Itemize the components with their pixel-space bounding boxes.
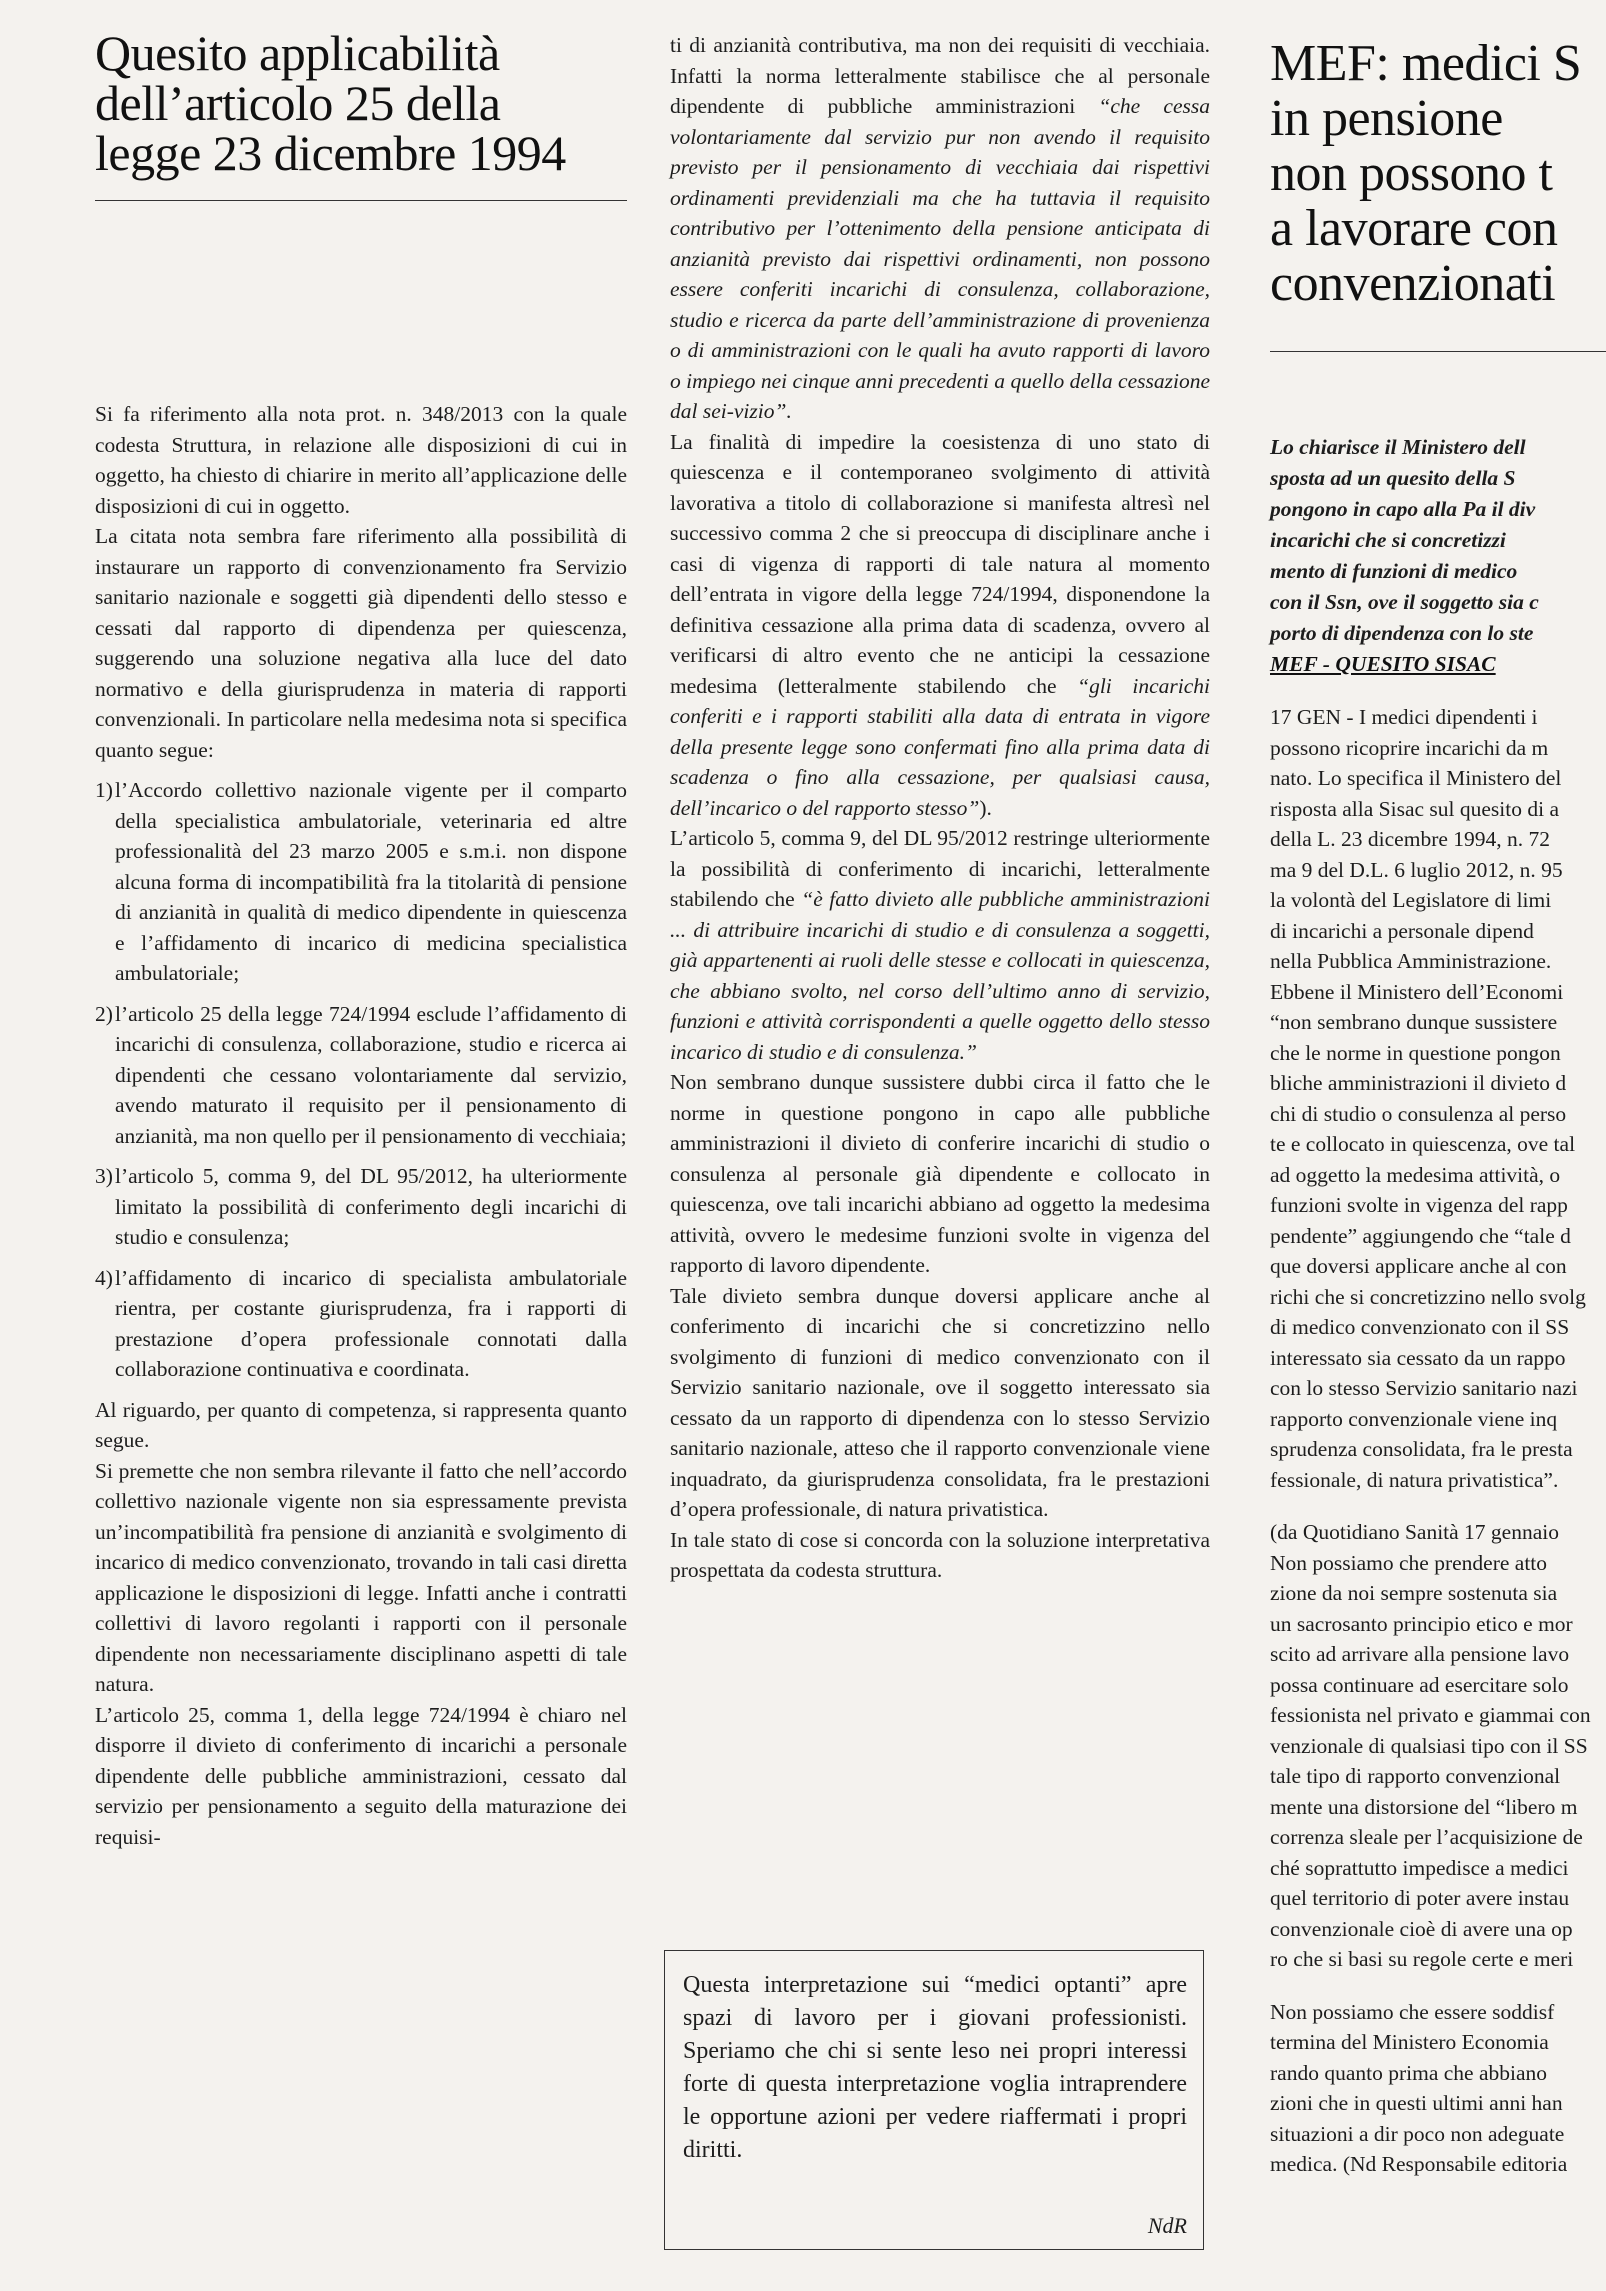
list-item-text: l’articolo 5, comma 9, del DL 95/2012, ha ulteriormente limitato la possibilità di conferimento degli incarichi di studio e consulenza;	[115, 1164, 627, 1249]
lead-line: porto di dipendenza con lo ste	[1270, 621, 1534, 645]
text-line: (da Quotidiano Sanità 17 gennaio	[1270, 1520, 1559, 1544]
news-block	[1270, 1997, 1606, 2180]
paragraph: Al riguardo, per quanto di competenza, si rappresenta quanto segue.	[95, 1397, 627, 1452]
text-line: tale tipo di rapporto convenzional	[1270, 1764, 1561, 1788]
text-line: termina del Ministero Economia	[1270, 2030, 1549, 2054]
text-line: con lo stesso Servizio sanitario nazi	[1270, 1376, 1578, 1400]
headline-line: dell’articolo 25 della	[95, 75, 501, 131]
text-line: che le norme in questione pongon	[1270, 1040, 1561, 1065]
text-line: bliche amministrazioni il divieto d	[1270, 1071, 1567, 1095]
lead-line: sposta ad un quesito della S	[1270, 466, 1516, 490]
text-line: mente una distorsione del “libero m	[1270, 1794, 1578, 1819]
article-mef	[1270, 0, 1606, 2180]
lead-line: incarichi che si concretizzi	[1270, 528, 1506, 552]
quoted-law-text: “gli incarichi conferiti e i rapporti stabiliti alla data di entrata in vigore della presente legge sono confermati fino alla prima data di scadenza o fino alla cessazione, per qualsiasi causa, dell’incarico o del rapporto stesso”	[670, 673, 1210, 820]
news-block	[1270, 1517, 1606, 1975]
editorial-note-box	[664, 1950, 1204, 2250]
paragraph: L’articolo 25, comma 1, della legge 724/1994 è chiaro nel disporre il divieto di conferimento di incarichi a personale dipendente delle pubbliche amministrazioni, cessato dal servizio per pensionamento a seguito della maturazione dei requisi-	[95, 1702, 627, 1849]
text-line: “non sembrano dunque sussistere	[1270, 1010, 1558, 1034]
text-line: fessionale, di natura privatistica”.	[1270, 1467, 1559, 1492]
quoted-law-text: “che cessa volontariamente dal servizio pur non avendo il requisito previsto per il pensionamento di vecchiaia dai rispettivi ordinamenti previdenziali ma che ha tuttavia il requisito contributivo per l’ottenimento della pensione anticipata di anzianità previsto dai rispettivi ordinamenti, non possono essere conferiti incarichi di consulenza, collaborazione, studio e ricerca da parte dell’amministrazione di provenienza o di amministrazioni con le quali ha avuto rapporti di lavoro o impiego nei cinque anni precedenti a quello della cessazione dal sei-vizio”.	[670, 94, 1210, 423]
text-line: rapporto convenzionale viene inq	[1270, 1406, 1558, 1431]
paragraph	[670, 30, 1210, 427]
paragraph	[670, 427, 1210, 824]
text-line: medica. (Nd Responsabile editoria	[1270, 2152, 1568, 2176]
list-item	[95, 1161, 627, 1253]
list-item	[95, 1263, 627, 1385]
text-line: possono ricoprire incarichi da m	[1270, 735, 1549, 760]
text-line: della L. 23 dicembre 1994, n. 72	[1270, 827, 1551, 851]
text-line: chi di studio o consulenza al perso	[1270, 1101, 1567, 1126]
text-line: venzionale di qualsiasi tipo con il SS	[1270, 1733, 1588, 1758]
article-continuation	[670, 0, 1210, 1586]
list-number: 1)	[95, 778, 113, 802]
text-line: di medico convenzionato con il SS	[1270, 1315, 1570, 1339]
text-line: un sacrosanto principio etico e mor	[1270, 1611, 1573, 1636]
headline-line: non possono t	[1270, 145, 1553, 202]
text-line: te e collocato in quiescenza, ove tal	[1270, 1132, 1576, 1156]
headline-rule	[1270, 351, 1606, 352]
text-line: Ebbene il Ministero dell’Economi	[1270, 979, 1564, 1004]
list-number: 4)	[95, 1265, 113, 1290]
article-body	[670, 30, 1210, 1586]
text-line: possa continuare ad esercitare solo	[1270, 1672, 1569, 1697]
text-line: rando quanto prima che abbiano	[1270, 2060, 1548, 2085]
headline-line: Quesito applicabilità	[95, 25, 500, 81]
text-line: di incarichi a personale dipend	[1270, 918, 1534, 943]
article-headline	[95, 25, 627, 181]
text-line: zione da noi sempre sostenuta sia	[1270, 1581, 1558, 1605]
paragraph: Tale divieto sembra dunque doversi applicare anche al conferimento di incarichi che si concretizzino nello svolgimento di funzioni di medico convenzionato con il Servizio sanitario nazionale, ove il soggetto interessato sia cessato da un rapporto di dipendenza con lo stesso Servizio sanitario nazionale, atteso che il rapporto convenzionale viene inquadrato, da giurisprudenza consolidata, fra le prestazioni d’opera professionale, di natura privatistica.	[670, 1283, 1210, 1521]
paragraph-text: ti di anzianità contributiva, ma non dei requisiti di vecchiaia. Infatti la norma letteralmente stabilisce che al personale dipendente di pubbliche amministrazioni	[670, 33, 1210, 118]
text-line: sprudenza consolidata, fra le presta	[1270, 1437, 1573, 1461]
text-line: richi che si concretizzino nello svolg	[1270, 1284, 1586, 1309]
headline-line: MEF: medici S	[1270, 35, 1582, 92]
paragraph-text: L’articolo 5, comma 9, del DL 95/2012 restringe ulteriormente la possibilità di conferimento di incarichi, letteralmente stabilendo che	[670, 826, 1210, 911]
lead-line: Lo chiarisce il Ministero dell	[1270, 435, 1526, 459]
text-line: quel territorio di poter avere instau	[1270, 1886, 1570, 1910]
text-line: 17 GEN - I medici dipendenti i	[1270, 705, 1538, 729]
list-item-text: l’Accordo collettivo nazionale vigente per il comparto della specialistica ambulatoriale, veterinaria ed altre professionalità del 23 marzo 2005 e s.m.i. non dispone alcuna forma di incompatibilità fra la titolarità di pensione di anzianità in qualità di medico dipendente in quiescenza e l’affidamento di incarico di medicina specialistica ambulatoriale;	[115, 778, 627, 985]
lead-line: con il Ssn, ove il soggetto sia c	[1270, 590, 1539, 614]
headline-rule	[95, 200, 627, 201]
text-line: que doversi applicare anche al con	[1270, 1254, 1567, 1278]
list-number: 2)	[95, 1001, 113, 1026]
text-line: ad oggetto la medesima attività, o	[1270, 1162, 1561, 1187]
paragraph: In tale stato di cose si concorda con la soluzione interpretativa prospettata da codesta struttura.	[670, 1527, 1210, 1582]
editorial-note-signature: NdR	[1147, 2213, 1187, 2238]
list-item-text: l’affidamento di incarico di specialista ambulatoriale rientra, per costante giurisprudenza, fra i rapporti di prestazione d’opera professionale connotati dalla collaborazione continuativa e coordinata.	[115, 1265, 627, 1381]
paragraph-text: La finalità di impedire la coesistenza di uno stato di quiescenza e il contemporaneo svolgimento di attività lavorativa a titolo di collaborazione si manifesta altresì nel successivo comma 2 che si preoccupa di disciplinare anche i casi di vigenza di rapporti di tale natura al momento dell’entrata in vigore della legge 724/1994, disponendone la definitiva cessazione alla prima data di scadenza, ovvero al verificarsi di altro evento che ne anticipi la cessazione medesima (letteralmente stabilendo che	[670, 429, 1210, 698]
paragraph-text: ).	[979, 795, 992, 820]
text-line: pendente” aggiungendo che “tale d	[1270, 1223, 1571, 1248]
text-line: zioni che in questi ultimi anni han	[1270, 2091, 1563, 2115]
text-line: correnza sleale per l’acquisizione de	[1270, 1825, 1583, 1849]
source-link: MEF - QUESITO SISAC	[1270, 652, 1496, 676]
article-body	[95, 399, 627, 1852]
article-lead	[1270, 432, 1606, 680]
text-line: nella Pubblica Amministrazione.	[1270, 949, 1552, 973]
text-line: interessato sia cessato da un rappo	[1270, 1345, 1566, 1370]
paragraph: Si premette che non sembra rilevante il fatto che nell’accordo collettivo nazionale vigente non sia espressamente prevista un’incompatibilità fra pensione di anzianità e svolgimento di incarico di medico convenzionato, trovando in tali casi diretta applicazione le disposizioni di legge. Infatti anche i contratti collettivi di lavoro regolanti i rapporti con il personale dipendente non necessariamente disciplinano aspetti di tale natura.	[95, 1458, 627, 1696]
text-line: ma 9 del D.L. 6 luglio 2012, n. 95	[1270, 857, 1563, 882]
list-item-text: l’articolo 25 della legge 724/1994 esclude l’affidamento di incarichi di consulenza, collaborazione, studio e ricerca ai dipendenti che cessano volontariamente dal servizio, avendo maturato il requisito per il pensionamento di anzianità, ma non quello per il pensionamento di vecchiaia;	[115, 1001, 627, 1148]
headline-line: a lavorare con	[1270, 200, 1558, 257]
text-line: Non possiamo che prendere atto	[1270, 1550, 1548, 1575]
news-block	[1270, 702, 1606, 1495]
lead-line: mento di funzioni di medico	[1270, 559, 1518, 583]
text-line: Non possiamo che essere soddisf	[1270, 1999, 1555, 2024]
editorial-note-text: Questa interpretazione sui “medici optanti” apre spazi di lavoro per i giovani professionisti. Speriamo che chi si sente leso nei propri interessi forte di questa interpretazione voglia intraprendere le opportune azioni per vedere riaffermati i propri diritti.	[683, 1972, 1187, 2163]
quoted-law-text: “è fatto divieto alle pubbliche amministrazioni ... di attribuire incarichi di studio e di consulenza a soggetti, già appartenenti ai ruoli delle stesse e collocati in quiescenza, che abbiano svolto, nel corso dell’ultimo anno di servizio, funzioni e attività corrispondenti a quelle oggetto dello stesso incarico di studio e di consulenza.”	[670, 887, 1210, 1064]
text-line: ché soprattutto impedisce a medici	[1270, 1855, 1569, 1880]
numbered-list	[95, 775, 627, 1385]
list-number: 3)	[95, 1164, 113, 1188]
paragraph: Si fa riferimento alla nota prot. n. 348/2013 con la quale codesta Struttura, in relazione alle disposizioni di cui in oggetto, ha chiesto di chiarire in merito all’applicazione delle disposizioni di cui in oggetto.	[95, 402, 627, 518]
paragraph	[670, 823, 1210, 1067]
paragraph: Non sembrano dunque sussistere dubbi circa il fatto che le norme in questione pongono in capo alle pubbliche amministrazioni il divieto di conferire incarichi di studio o consulenza al personale già dipendente e collocato in quiescenza, ove tali incarichi abbiano ad oggetto la medesima attività, ovvero le medesime funzioni svolte in vigenza del rapporto di lavoro dipendente.	[670, 1070, 1210, 1277]
article-body	[1270, 702, 1606, 2180]
text-line: situazioni a dir poco non adeguate	[1270, 2121, 1565, 2146]
text-line: la volontà del Legislatore di limi	[1270, 888, 1552, 912]
article-quesito	[95, 0, 627, 1852]
text-line: nato. Lo specifica il Ministero del	[1270, 766, 1562, 790]
headline-line: in pensione	[1270, 90, 1503, 147]
text-line: funzioni svolte in vigenza del rapp	[1270, 1193, 1568, 1217]
text-line: scito ad arrivare alla pensione lavo	[1270, 1642, 1570, 1666]
text-line: risposta alla Sisac sul quesito di a	[1270, 796, 1560, 821]
list-item	[95, 775, 627, 989]
article-headline	[1270, 36, 1606, 311]
lead-line: pongono in capo alla Pa il div	[1270, 497, 1536, 521]
headline-line: legge 23 dicembre 1994	[95, 125, 566, 181]
headline-line: convenzionati	[1270, 255, 1556, 312]
text-line: fessionista nel privato e giammai con	[1270, 1703, 1591, 1727]
text-line: ro che si basi su regole certe e meri	[1270, 1947, 1574, 1971]
paragraph: La citata nota sembra fare riferimento alla possibilità di instaurare un rapporto di convenzionamento fra Servizio sanitario nazionale e soggetti già dipendenti dello stesso e cessati dal rapporto di dipendenza per quiescenza, suggerendo una soluzione negativa alla luce del dato normativo e della giurisprudenza in materia di rapporti convenzionali. In particolare nella medesima nota si specifica quanto segue:	[95, 524, 627, 762]
list-item	[95, 999, 627, 1152]
text-line: convenzionale cioè di avere una op	[1270, 1916, 1573, 1941]
